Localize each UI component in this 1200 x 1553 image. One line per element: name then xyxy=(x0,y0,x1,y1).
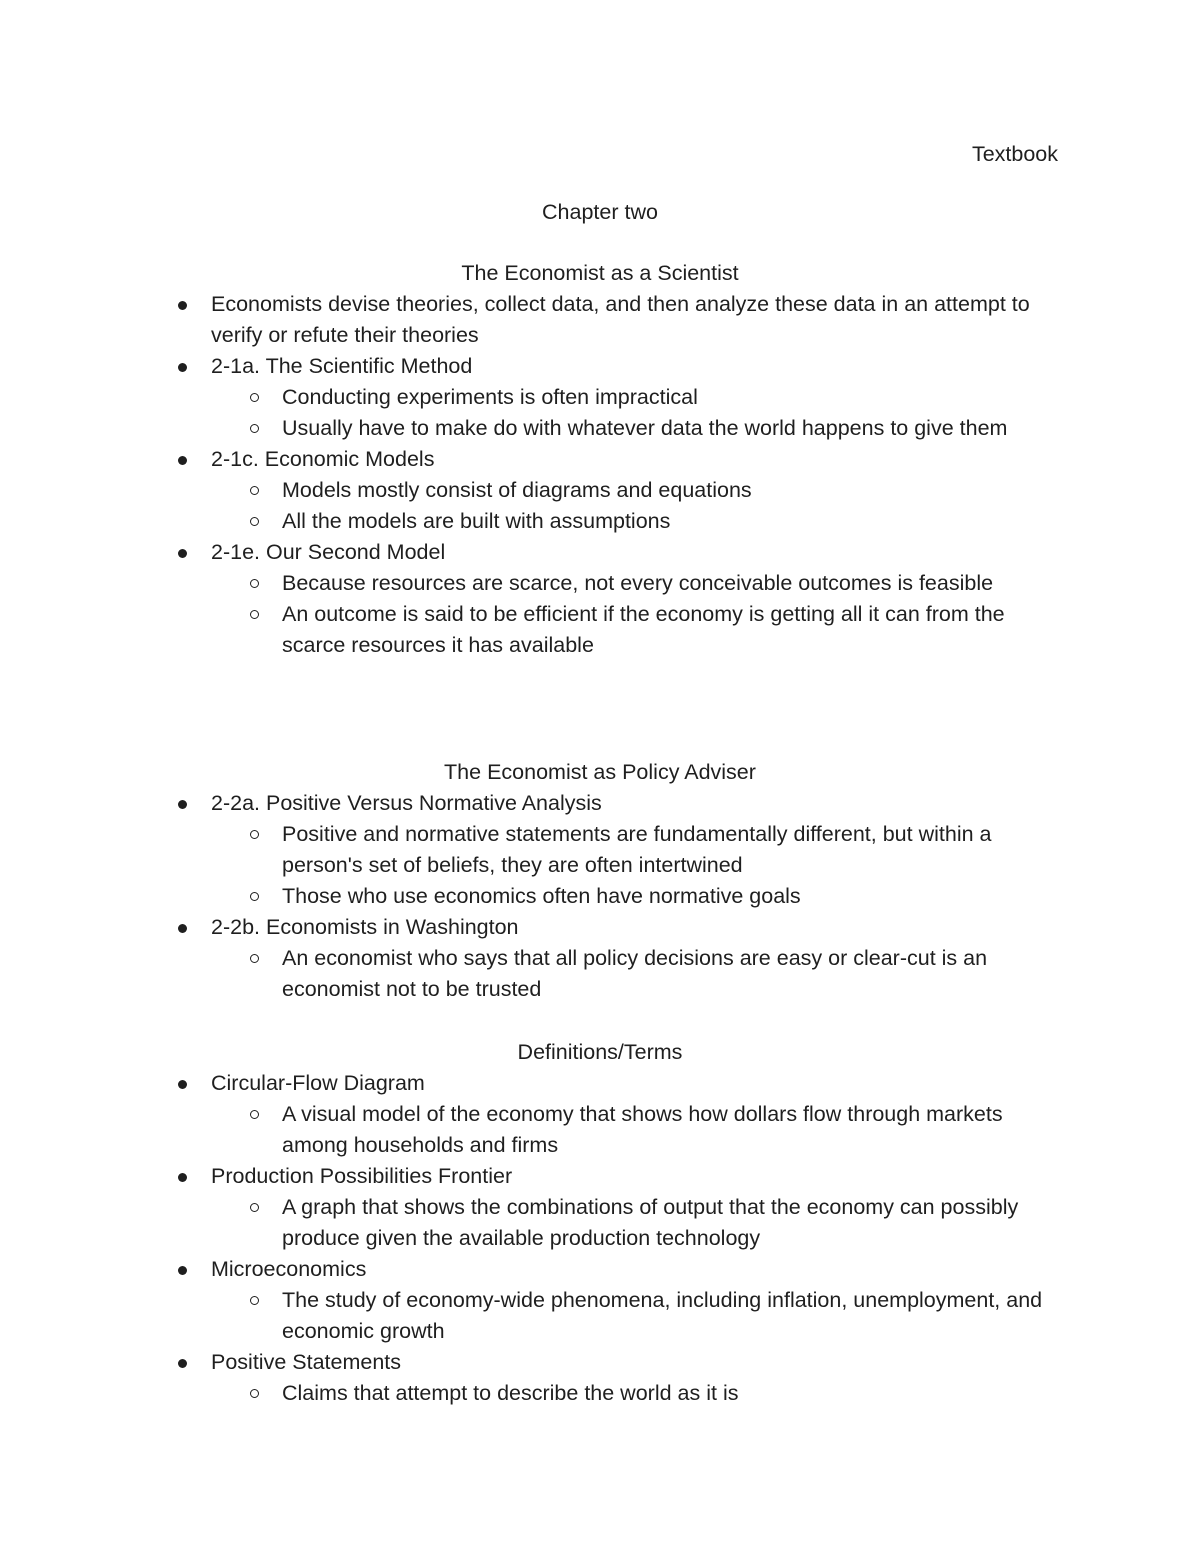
sub-bullet-list xyxy=(211,382,1061,444)
sub-list-item xyxy=(282,1099,1067,1161)
bullet-icon xyxy=(178,456,187,465)
list-item-text: 2-2b. Economists in Washington xyxy=(211,915,519,939)
hollow-bullet-icon xyxy=(250,1296,259,1305)
sub-list-item xyxy=(282,506,1067,537)
hollow-bullet-icon xyxy=(250,1203,259,1212)
list-item-text: 2-1c. Economic Models xyxy=(211,447,435,471)
sub-list-item-text: Because resources are scarce, not every conceivable outcomes is feasible xyxy=(282,571,994,595)
list-item-text: Production Possibilities Frontier xyxy=(211,1164,513,1188)
bullet-icon xyxy=(178,924,187,933)
sub-list-item-text: An outcome is said to be efficient if the economy is getting all it can from the scarce resources it has available xyxy=(282,602,1005,657)
sub-bullet-list xyxy=(211,943,1061,1005)
section-heading: The Economist as Policy Adviser xyxy=(444,760,756,784)
sub-list-item-text: All the models are built with assumptions xyxy=(282,509,671,533)
sub-bullet-list xyxy=(211,819,1061,912)
sub-list-item xyxy=(282,568,1067,599)
bullet-icon xyxy=(178,1173,187,1182)
hollow-bullet-icon xyxy=(250,954,259,963)
sub-list-item-text: Conducting experiments is often impractical xyxy=(282,385,698,409)
sub-list-item-text: The study of economy-wide phenomena, including inflation, unemployment, and economic growth xyxy=(282,1288,1043,1343)
sub-bullet-list xyxy=(211,475,1061,537)
list-item-text: Positive Statements xyxy=(211,1350,402,1374)
section-heading: Definitions/Terms xyxy=(517,1040,683,1064)
hollow-bullet-icon xyxy=(250,610,259,619)
sub-list-item-text: An economist who says that all policy decisions are easy or clear-cut is an economist not to be trusted xyxy=(282,946,988,1001)
sub-list-item xyxy=(282,413,1067,444)
bullet-list xyxy=(0,1068,1200,1409)
sub-bullet-list xyxy=(211,1378,1061,1409)
sub-list-item xyxy=(282,382,1067,413)
bullet-icon xyxy=(178,549,187,558)
bullet-icon xyxy=(178,1080,187,1089)
sub-list-item xyxy=(282,1285,1067,1347)
list-item-text: 2-2a. Positive Versus Normative Analysis xyxy=(211,791,602,815)
section-economist-as-scientist xyxy=(0,258,1200,661)
list-item-text: Circular-Flow Diagram xyxy=(211,1071,425,1095)
sub-list-item xyxy=(282,1192,1067,1254)
chapter-title: Chapter two xyxy=(542,200,658,224)
sub-list-item xyxy=(282,1378,1067,1409)
sub-list-item-text: Claims that attempt to describe the world as it is xyxy=(282,1381,739,1405)
hollow-bullet-icon xyxy=(250,892,259,901)
list-item-text: Microeconomics xyxy=(211,1257,367,1281)
sub-bullet-list xyxy=(211,568,1061,661)
list-item xyxy=(211,1347,1061,1409)
hollow-bullet-icon xyxy=(250,579,259,588)
hollow-bullet-icon xyxy=(250,830,259,839)
list-item xyxy=(211,1254,1061,1347)
list-item xyxy=(211,912,1061,1005)
hollow-bullet-icon xyxy=(250,517,259,526)
hollow-bullet-icon xyxy=(250,1110,259,1119)
list-item xyxy=(211,537,1061,661)
bullet-list xyxy=(0,788,1200,1005)
list-item-text: 2-1a. The Scientific Method xyxy=(211,354,473,378)
hollow-bullet-icon xyxy=(250,424,259,433)
sub-list-item-text: Those who use economics often have normative goals xyxy=(282,884,801,908)
sub-list-item xyxy=(282,881,1067,912)
sub-list-item xyxy=(282,819,1067,881)
list-item-text: Economists devise theories, collect data, and then analyze these data in an attempt to verify or refute their theories xyxy=(211,292,1030,347)
bullet-icon xyxy=(178,363,187,372)
sub-bullet-list xyxy=(211,1192,1061,1254)
sub-list-item xyxy=(282,943,1067,1005)
hollow-bullet-icon xyxy=(250,1389,259,1398)
list-item xyxy=(211,444,1061,537)
sub-list-item-text: Positive and normative statements are fundamentally different, but within a person's set of beliefs, they are often intertwined xyxy=(282,822,992,877)
bullet-icon xyxy=(178,301,187,310)
bullet-icon xyxy=(178,1266,187,1275)
sub-list-item xyxy=(282,599,1067,661)
sub-list-item-text: A visual model of the economy that shows how dollars flow through markets among households and firms xyxy=(282,1102,1003,1157)
sub-list-item-text: A graph that shows the combinations of output that the economy can possibly produce given the available production technology xyxy=(282,1195,1019,1250)
header-label: Textbook xyxy=(971,142,1058,166)
section-heading: The Economist as a Scientist xyxy=(461,261,739,285)
hollow-bullet-icon xyxy=(250,393,259,402)
bullet-list xyxy=(0,289,1200,661)
sub-bullet-list xyxy=(211,1099,1061,1161)
list-item xyxy=(211,1161,1061,1254)
bullet-icon xyxy=(178,1359,187,1368)
list-item xyxy=(211,1068,1061,1161)
hollow-bullet-icon xyxy=(250,486,259,495)
list-item xyxy=(211,289,1061,351)
section-economist-as-policy-adviser xyxy=(0,757,1200,1005)
sub-list-item xyxy=(282,475,1067,506)
list-item xyxy=(211,788,1061,912)
bullet-icon xyxy=(178,800,187,809)
sub-list-item-text: Usually have to make do with whatever data the world happens to give them xyxy=(282,416,1008,440)
section-definitions-terms xyxy=(0,1037,1200,1409)
list-item xyxy=(211,351,1061,444)
sub-list-item-text: Models mostly consist of diagrams and equations xyxy=(282,478,752,502)
list-item-text: 2-1e. Our Second Model xyxy=(211,540,446,564)
sub-bullet-list xyxy=(211,1285,1061,1347)
